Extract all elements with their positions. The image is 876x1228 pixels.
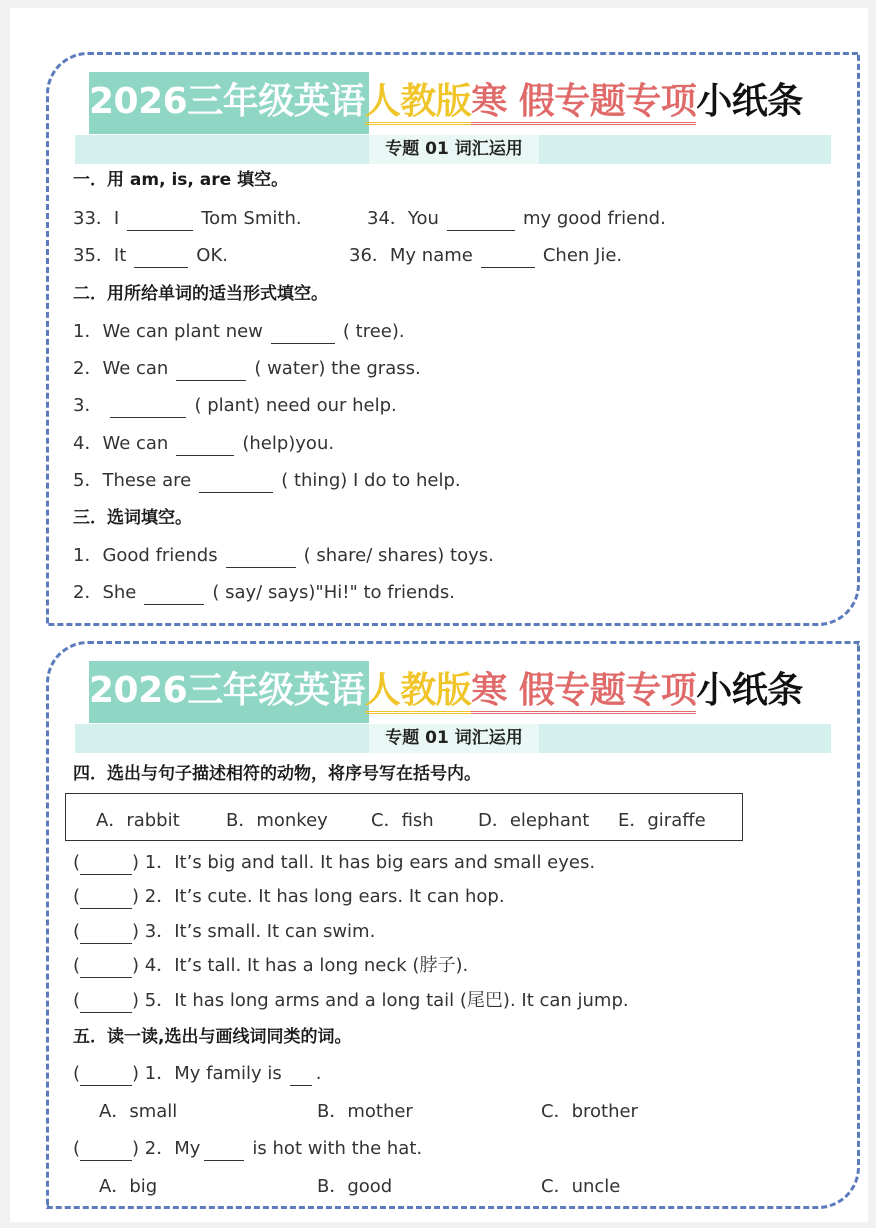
option-b: B．monkey	[226, 810, 328, 831]
section-3-item-1: 1．Good friends ( share/ shares) toys.	[73, 545, 494, 566]
title-part-grade: 2026三年级英语	[89, 81, 365, 122]
section-1-heading: 一．用 am, is, are 填空。	[73, 170, 289, 190]
underlined-word-blank	[290, 1067, 312, 1086]
answer-blank[interactable]	[127, 212, 193, 231]
section-2-item-2: 2．We can ( water) the grass.	[73, 358, 421, 379]
section-2-item-1: 1．We can plant new ( tree).	[73, 321, 405, 342]
q1-option-b[interactable]: B．mother	[317, 1101, 413, 1122]
title-part-edition: 人教版	[365, 81, 472, 125]
question-34: 34．You my good friend.	[367, 208, 666, 229]
answer-blank[interactable]	[110, 399, 186, 418]
animal-options-box	[65, 793, 743, 841]
q1-option-c[interactable]: C．brother	[541, 1101, 638, 1122]
title-part-note: 小纸条	[696, 670, 803, 711]
worksheet-page	[10, 8, 868, 1222]
option-c: C．fish	[371, 810, 434, 831]
section-4-item-2: ( ) 2．It’s cute. It has long ears. It can hop.	[73, 886, 505, 907]
title-part-topic: 寒 假专题专项	[471, 670, 696, 714]
answer-blank[interactable]	[271, 325, 335, 344]
title-part-topic: 寒 假专题专项	[471, 81, 696, 125]
option-e: E．giraffe	[618, 810, 706, 831]
q2-option-b[interactable]: B．good	[317, 1176, 393, 1197]
title-part-grade: 2026三年级英语	[89, 670, 365, 711]
worksheet-card-2	[46, 641, 860, 1209]
option-a: A．rabbit	[96, 810, 180, 831]
section-4-item-3: ( ) 3．It’s small. It can swim.	[73, 921, 376, 942]
worksheet-card-1	[46, 52, 860, 626]
answer-blank[interactable]	[80, 1067, 132, 1086]
answer-blank[interactable]	[80, 890, 132, 909]
answer-blank[interactable]	[134, 249, 188, 268]
title-part-note: 小纸条	[696, 81, 803, 122]
answer-blank[interactable]	[176, 437, 234, 456]
answer-blank[interactable]	[144, 586, 204, 605]
subtitle: 专题 01 词汇运用	[369, 135, 539, 164]
answer-blank[interactable]	[447, 212, 515, 231]
section-2-item-5: 5．These are ( thing) I do to help.	[73, 470, 461, 491]
section-4-item-1: ( ) 1．It’s big and tall. It has big ears and small eyes.	[73, 852, 596, 873]
q2-option-c[interactable]: C．uncle	[541, 1176, 621, 1197]
section-2-heading: 二．用所给单词的适当形式填空。	[73, 284, 328, 304]
title-part-edition: 人教版	[365, 670, 472, 714]
question-33: 33．I Tom Smith.	[73, 208, 302, 229]
answer-blank[interactable]	[199, 474, 273, 493]
answer-blank[interactable]	[176, 362, 246, 381]
card-title	[89, 72, 829, 132]
section-3-item-2: 2．She ( say/ says)"Hi!" to friends.	[73, 582, 455, 603]
answer-blank[interactable]	[80, 925, 132, 944]
card-title	[89, 661, 829, 721]
option-d: D．elephant	[478, 810, 590, 831]
subtitle: 专题 01 词汇运用	[369, 724, 539, 753]
answer-blank[interactable]	[80, 994, 132, 1013]
question-36: 36．My name Chen Jie.	[349, 245, 623, 266]
section-5-question-2: ( ) 2．My is hot with the hat.	[73, 1138, 423, 1159]
q1-option-a[interactable]: A．small	[99, 1101, 178, 1122]
section-4-item-4: ( ) 4．It’s tall. It has a long neck (脖子).	[73, 955, 469, 976]
question-35: 35．It OK.	[73, 245, 228, 266]
answer-blank[interactable]	[80, 856, 132, 875]
answer-blank[interactable]	[481, 249, 535, 268]
underlined-word-blank	[204, 1142, 244, 1161]
q2-option-a[interactable]: A．big	[99, 1176, 158, 1197]
section-3-heading: 三．选词填空。	[73, 508, 192, 528]
section-5-heading: 五．读一读,选出与画线词同类的词。	[73, 1027, 352, 1047]
section-4-heading: 四．选出与句子描述相符的动物，将序号写在括号内。	[73, 764, 481, 784]
answer-blank[interactable]	[80, 1142, 132, 1161]
section-2-item-4: 4．We can (help)you.	[73, 433, 335, 454]
section-2-item-3: 3． ( plant) need our help.	[73, 395, 397, 416]
answer-blank[interactable]	[226, 549, 296, 568]
section-4-item-5: ( ) 5．It has long arms and a long tail (尾巴). It can jump.	[73, 990, 629, 1011]
answer-blank[interactable]	[80, 959, 132, 978]
section-5-question-1: ( ) 1．My family is .	[73, 1063, 322, 1084]
